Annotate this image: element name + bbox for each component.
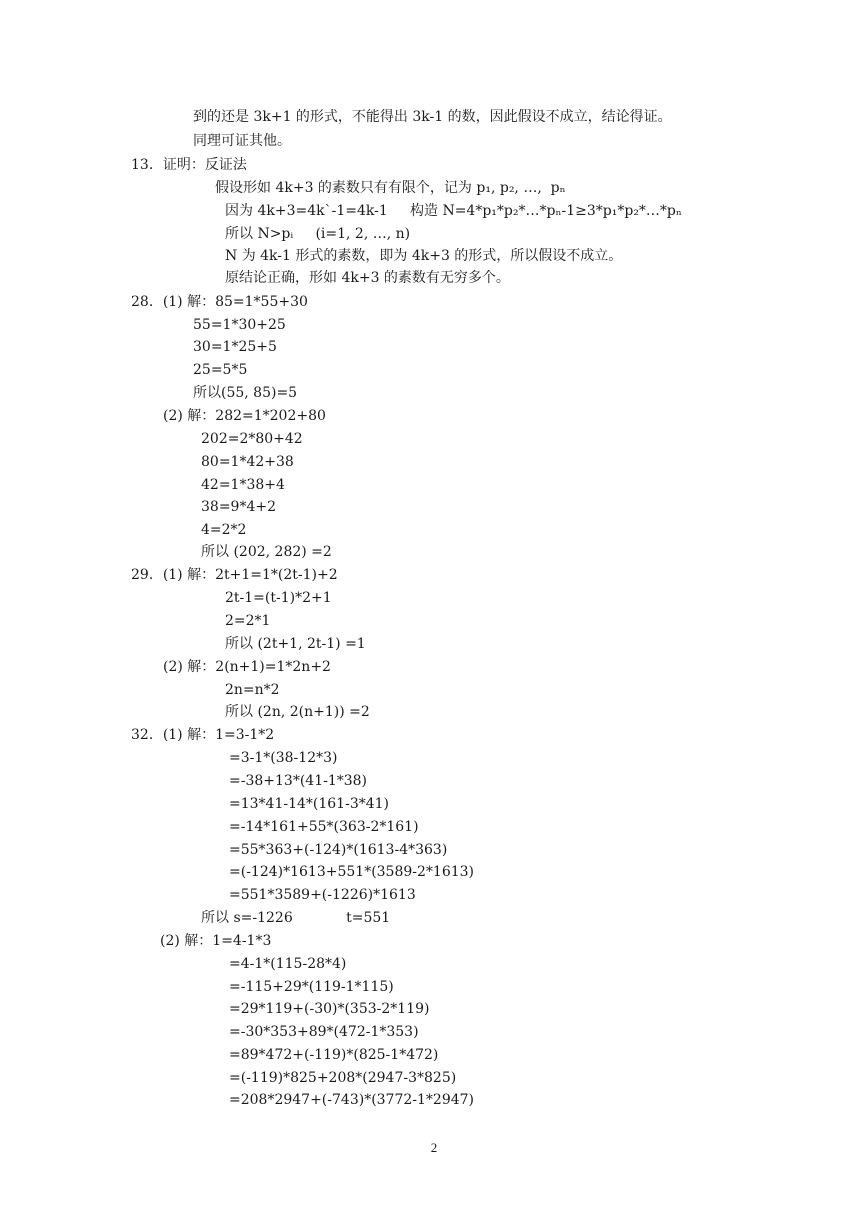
text-line: 所以 s=-1226 t=551 [201,910,391,926]
text-line: 同理可证其他。 [193,133,291,149]
text-line: =-115+29*(119-1*115) [229,979,394,995]
text-line: =13*41-14*(161-3*41) [229,796,390,812]
text-line: =(-119)*825+208*(2947-3*825) [229,1070,457,1086]
text-line: 因为 4k+3=4k`-1=4k-1 构造 N=4*p₁*p₂*…*pₙ-1≥3*p₁*p₂*…*pₙ [225,203,682,219]
text-line: =-38+13*(41-1*38) [229,773,368,789]
text-line: =4-1*(115-28*4) [229,956,347,972]
section-heading: 29．(1) 解：2t+1=1*(2t-1)+2 [131,567,338,583]
text-line: N 为 4k-1 形式的素数，即为 4k+3 的形式，所以假设不成立。 [225,248,623,264]
text-line: 42=1*38+4 [201,477,285,493]
text-line: =3-1*(38-12*3) [229,750,338,766]
text-line: 所以 (202, 282) =2 [201,544,332,560]
text-line: 30=1*25+5 [193,339,277,355]
sub-heading: (2) 解：282=1*202+80 [163,408,326,424]
text-line: 假设形如 4k+3 的素数只有有限个，记为 p₁, p₂, …, pₙ [215,180,566,196]
text-line: 所以 (2n, 2(n+1)) =2 [225,704,370,720]
text-line: 80=1*42+38 [201,454,294,470]
text-line: 所以 N>pᵢ (i=1, 2, …, n) [225,226,411,242]
text-line: =-14*161+55*(363-2*161) [229,819,419,835]
text-line: 2=2*1 [225,613,271,629]
text-line: 55=1*30+25 [193,317,286,333]
text-line: =551*3589+(-1226)*1613 [229,887,416,903]
text-line: 4=2*2 [201,522,247,538]
text-line: 所以 (2t+1, 2t-1) =1 [225,636,366,652]
section-heading: 28．(1) 解：85=1*55+30 [131,294,308,310]
sub-heading: (2) 解：2(n+1)=1*2n+2 [163,659,331,675]
text-line: 2t-1=(t-1)*2+1 [225,590,332,606]
text-line: =-30*353+89*(472-1*353) [229,1024,419,1040]
text-line: =(-124)*1613+551*(3589-2*1613) [229,864,475,880]
sub-heading: (2) 解：1=4-1*3 [160,933,272,949]
text-line: 25=5*5 [193,362,248,378]
text-line: =29*119+(-30)*(353-2*119) [229,1001,430,1017]
page-number: 2 [430,1140,438,1155]
text-line: 202=2*80+42 [201,431,303,447]
text-line: 38=9*4+2 [201,499,276,515]
section-heading: 32．(1) 解：1=3-1*2 [131,727,275,743]
text-line: =208*2947+(-743)*(3772-1*2947) [229,1092,475,1108]
text-line: =89*472+(-119)*(825-1*472) [229,1047,439,1063]
section-heading: 13．证明：反证法 [131,157,247,173]
text-line: 到的还是 3k+1 的形式，不能得出 3k-1 的数，因此假设不成立，结论得证。 [193,109,672,125]
text-line: =55*363+(-124)*(1613-4*363) [229,842,448,858]
text-line: 2n=n*2 [225,682,280,698]
text-line: 原结论正确，形如 4k+3 的素数有无穷多个。 [225,270,510,286]
text-line: 所以(55, 85)=5 [193,385,298,401]
